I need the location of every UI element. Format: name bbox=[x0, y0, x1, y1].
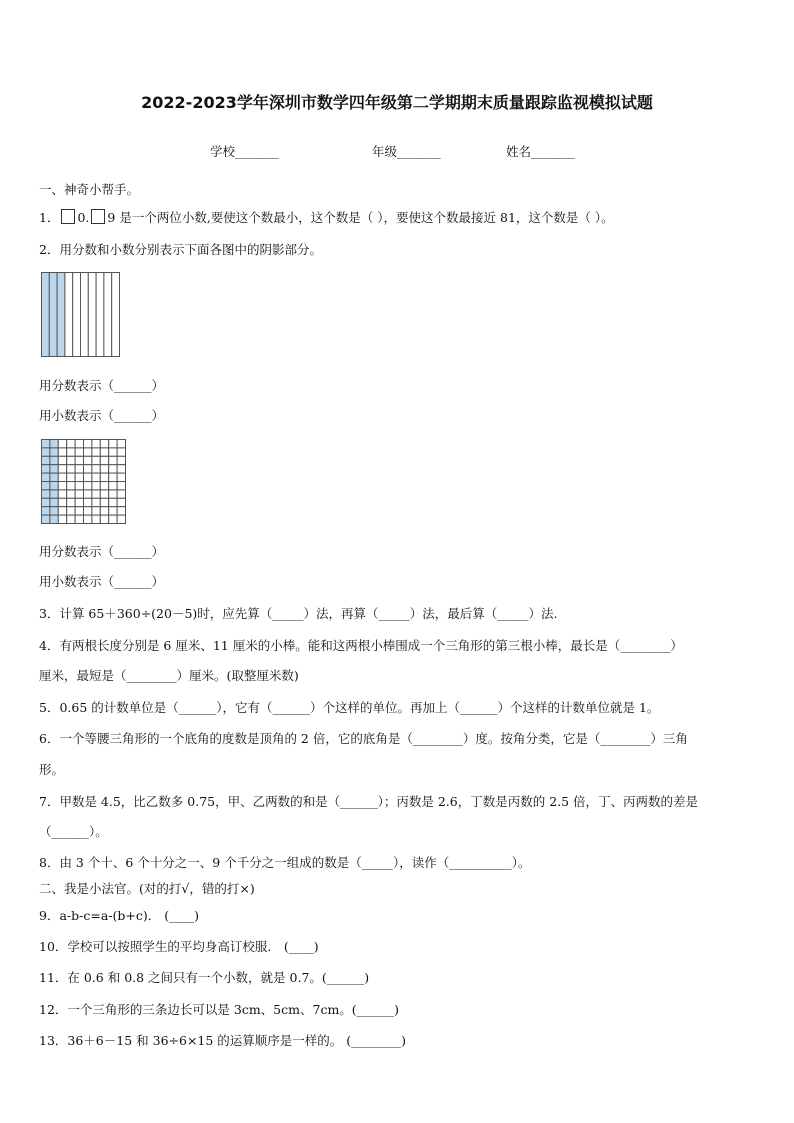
grid-cell bbox=[109, 515, 117, 523]
grid-cell bbox=[58, 440, 66, 448]
grid-cell bbox=[109, 456, 117, 464]
grid-cell bbox=[92, 482, 100, 490]
question-11: 11．在 0.6 和 0.8 之间只有一个小数，就是 0.7。(______) bbox=[39, 970, 370, 985]
grid-cell bbox=[75, 440, 83, 448]
grid-cell bbox=[84, 482, 92, 490]
shaded-cell bbox=[50, 490, 58, 498]
shaded-cell bbox=[42, 490, 50, 498]
grid-cell bbox=[84, 456, 92, 464]
grid-cell bbox=[67, 473, 75, 481]
shaded-cell bbox=[50, 456, 58, 464]
strip bbox=[88, 273, 96, 357]
question-4-line-2: 厘米，最短是（________）厘米。(取整厘米数) bbox=[39, 668, 299, 683]
blank-box bbox=[61, 209, 75, 224]
grid-cell bbox=[84, 465, 92, 473]
grid-cell bbox=[75, 473, 83, 481]
strip bbox=[104, 273, 112, 357]
grid-cell bbox=[92, 465, 100, 473]
grid-cell bbox=[100, 515, 108, 523]
question-6-line-1: 6．一个等腰三角形的一个底角的度数是顶角的 2 倍，它的底角是（________）度。按角分类，它是（________）三角 bbox=[39, 731, 688, 746]
shaded-strip bbox=[42, 273, 50, 357]
grid-cell bbox=[109, 490, 117, 498]
shaded-cell bbox=[50, 515, 58, 523]
figure-strips bbox=[40, 271, 122, 359]
question-2: 2．用分数和小数分别表示下面各图中的阴影部分。 bbox=[39, 242, 322, 257]
grid-cell bbox=[109, 482, 117, 490]
grid-cell bbox=[117, 465, 125, 473]
page-title: 2022-2023学年深圳市数学四年级第二学期期末质量跟踪监视模拟试题 bbox=[141, 93, 653, 112]
grid-cell bbox=[84, 473, 92, 481]
grid-cell bbox=[75, 482, 83, 490]
question-1-part-a: 0. bbox=[77, 210, 90, 225]
shaded-cell bbox=[50, 498, 58, 506]
grid-cell bbox=[84, 490, 92, 498]
grid-cell bbox=[58, 507, 66, 515]
grid-cell bbox=[117, 482, 125, 490]
grid-cell bbox=[109, 498, 117, 506]
grid-cell bbox=[100, 507, 108, 515]
grade-field: 年级_______ bbox=[372, 144, 441, 159]
grid-cell bbox=[58, 498, 66, 506]
grid-cell bbox=[67, 515, 75, 523]
strip bbox=[73, 273, 81, 357]
grid-cell bbox=[92, 490, 100, 498]
question-7-line-1: 7．甲数是 4.5，比乙数多 0.75，甲、乙两数的和是（______）；丙数是 2.6，丁数是丙数的 2.5 倍，丁、丙两数的差是 bbox=[39, 794, 699, 809]
grid-cell bbox=[100, 456, 108, 464]
grid-cell bbox=[67, 448, 75, 456]
question-5: 5．0.65 的计数单位是（______），它有（______）个这样的单位。再加上（______）个这样的计数单位就是 1。 bbox=[39, 700, 660, 715]
question-1-number: 1． bbox=[39, 210, 60, 225]
strip bbox=[112, 273, 120, 357]
grid-cell bbox=[92, 498, 100, 506]
question-13: 13．36＋6－15 和 36÷6×15 的运算顺序是一样的。 (________) bbox=[39, 1033, 407, 1048]
grid-cell bbox=[92, 473, 100, 481]
question-1-part-b: 9 是一个两位小数,要使这个数最小，这个数是（ ），要使这个数最接近 81，这个数是（ ）。 bbox=[107, 210, 614, 225]
grid-cell bbox=[84, 515, 92, 523]
school-field: 学校_______ bbox=[210, 144, 279, 159]
strip bbox=[65, 273, 73, 357]
shaded-cell bbox=[50, 482, 58, 490]
grid-cell bbox=[75, 507, 83, 515]
grid-cell bbox=[67, 440, 75, 448]
shaded-cell bbox=[50, 465, 58, 473]
question-12: 12．一个三角形的三条边长可以是 3cm、5cm、7cm。(______) bbox=[39, 1002, 400, 1017]
shaded-cell bbox=[42, 456, 50, 464]
section-1-heading: 一、神奇小帮手。 bbox=[39, 182, 140, 197]
grid-cell bbox=[84, 440, 92, 448]
shaded-cell bbox=[42, 448, 50, 456]
figure-2-decimal-prompt: 用小数表示（______） bbox=[39, 574, 165, 589]
grid-cell bbox=[58, 448, 66, 456]
strip bbox=[81, 273, 89, 357]
grid-cell bbox=[67, 456, 75, 464]
shaded-cell bbox=[42, 440, 50, 448]
question-8: 8．由 3 个十、6 个十分之一、9 个千分之一组成的数是（_____），读作（__________）。 bbox=[39, 855, 531, 870]
grid-cell bbox=[67, 465, 75, 473]
grid-cell bbox=[67, 498, 75, 506]
grid-cell bbox=[58, 515, 66, 523]
grid-cell bbox=[100, 465, 108, 473]
grid-cell bbox=[100, 473, 108, 481]
grid-cell bbox=[58, 482, 66, 490]
grid-cell bbox=[84, 498, 92, 506]
shaded-cell bbox=[50, 473, 58, 481]
question-10: 10．学校可以按照学生的平均身高订校服． (____) bbox=[39, 939, 319, 954]
strip bbox=[96, 273, 104, 357]
grid-cell bbox=[58, 490, 66, 498]
grid-cell bbox=[92, 515, 100, 523]
question-3: 3．计算 65＋360÷(20－5)时，应先算（_____）法，再算（_____）法，最后算（_____）法. bbox=[39, 606, 558, 621]
blank-box bbox=[91, 209, 105, 224]
grid-cell bbox=[109, 448, 117, 456]
grid-cell bbox=[117, 456, 125, 464]
shaded-cell bbox=[42, 465, 50, 473]
grid-cell bbox=[67, 482, 75, 490]
grid-cell bbox=[92, 448, 100, 456]
grid-cell bbox=[117, 515, 125, 523]
question-4-line-1: 4．有两根长度分别是 6 厘米、11 厘米的小棒。能和这两根小棒围成一个三角形的第三根小棒，最长是（________） bbox=[39, 638, 683, 653]
grid-cell bbox=[92, 440, 100, 448]
grid-cell bbox=[75, 456, 83, 464]
question-7-line-2: （______）。 bbox=[39, 824, 108, 839]
figure-2-fraction-prompt: 用分数表示（______） bbox=[39, 544, 165, 559]
grid-cell bbox=[58, 473, 66, 481]
shaded-cell bbox=[50, 448, 58, 456]
grid-cell bbox=[109, 507, 117, 515]
grid-cell bbox=[100, 490, 108, 498]
grid-cell bbox=[92, 456, 100, 464]
grid-cell bbox=[100, 440, 108, 448]
grid-cell bbox=[109, 440, 117, 448]
name-field: 姓名_______ bbox=[506, 144, 575, 159]
grid-cell bbox=[75, 515, 83, 523]
grid-cell bbox=[84, 507, 92, 515]
grid-cell bbox=[109, 473, 117, 481]
grid-cell bbox=[117, 498, 125, 506]
figure-1-decimal-prompt: 用小数表示（______） bbox=[39, 408, 165, 423]
shaded-strip bbox=[57, 273, 65, 357]
shaded-cell bbox=[50, 440, 58, 448]
shaded-cell bbox=[42, 515, 50, 523]
shaded-strip bbox=[49, 273, 57, 357]
grid-cell bbox=[58, 456, 66, 464]
shaded-cell bbox=[42, 507, 50, 515]
grid-cell bbox=[67, 490, 75, 498]
grid-cell bbox=[67, 507, 75, 515]
section-2-heading: 二、我是小法官。(对的打√，错的打×) bbox=[39, 881, 255, 896]
grid-cell bbox=[84, 448, 92, 456]
grid-cell bbox=[117, 473, 125, 481]
grid-cell bbox=[75, 490, 83, 498]
grid-cell bbox=[75, 448, 83, 456]
shaded-cell bbox=[42, 498, 50, 506]
grid-cell bbox=[92, 507, 100, 515]
question-9: 9．a-b-c=a-(b+c)． (____) bbox=[39, 908, 199, 923]
grid-cell bbox=[100, 482, 108, 490]
grid-cell bbox=[100, 498, 108, 506]
shaded-cell bbox=[42, 482, 50, 490]
shaded-cell bbox=[50, 507, 58, 515]
figure-grid bbox=[40, 438, 128, 526]
question-1 bbox=[39, 208, 614, 226]
grid-cell bbox=[117, 490, 125, 498]
grid-cell bbox=[58, 465, 66, 473]
grid-cell bbox=[100, 448, 108, 456]
shaded-cell bbox=[42, 473, 50, 481]
grid-cell bbox=[117, 448, 125, 456]
figure-1-fraction-prompt: 用分数表示（______） bbox=[39, 378, 165, 393]
grid-cell bbox=[117, 507, 125, 515]
question-6-line-2: 形。 bbox=[39, 762, 65, 777]
grid-cell bbox=[75, 465, 83, 473]
grid-cell bbox=[117, 440, 125, 448]
grid-cell bbox=[75, 498, 83, 506]
grid-cell bbox=[109, 465, 117, 473]
